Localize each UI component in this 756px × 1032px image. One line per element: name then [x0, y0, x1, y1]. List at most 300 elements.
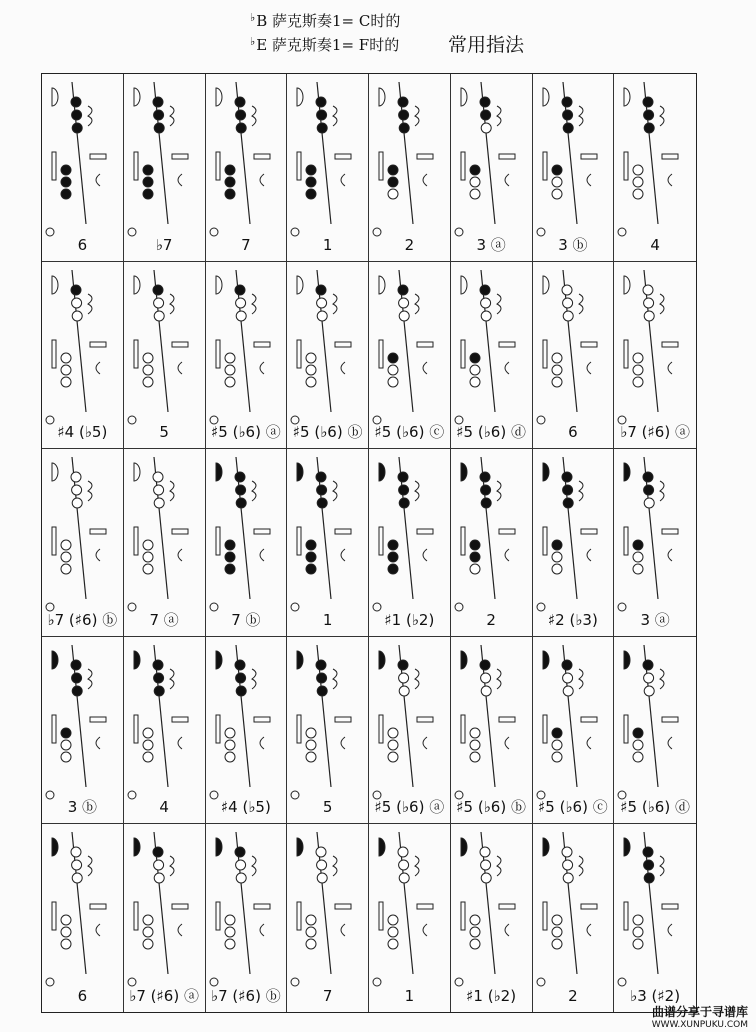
lower-key-icon: [61, 165, 71, 175]
lower-key-icon: [143, 177, 153, 187]
side-bar-key-icon: [90, 717, 106, 722]
lower-key-icon: [470, 728, 480, 738]
upper-key-icon: [563, 873, 573, 883]
lower-key-icon: [633, 927, 643, 937]
fingering-cell: [287, 449, 369, 637]
watermark-line2: WWW.XUNPUKU.COM: [651, 1020, 748, 1030]
side-bar-key-icon: [254, 342, 270, 347]
upper-key-icon: [153, 673, 163, 683]
note-label: ♯5 (♭6) ⓑ: [456, 798, 526, 817]
upper-key-icon: [398, 285, 408, 295]
side-bar-key-icon: [172, 342, 188, 347]
lower-key-icon: [633, 740, 643, 750]
fingering-cell: [451, 637, 533, 825]
side-key-icon: [252, 669, 256, 689]
palm-key-icon: [379, 902, 383, 930]
lower-key-icon: [225, 177, 235, 187]
side-bar-key-icon: [417, 154, 433, 159]
upper-key-icon: [399, 298, 409, 308]
lower-key-icon: [306, 165, 316, 175]
side-bar-key-icon: [335, 717, 351, 722]
lower-key-icon: [61, 189, 71, 199]
palm-key-icon: [216, 340, 220, 368]
octave-key-icon: [52, 463, 58, 481]
saxophone-key-diagram: [451, 637, 533, 825]
note-label: ♯5 (♭6) ⓓ: [620, 798, 690, 817]
upper-key-icon: [317, 298, 327, 308]
title-line1-text: B 萨克斯奏1= C时的: [256, 12, 401, 30]
side-bar-key-icon: [335, 154, 351, 159]
upper-key-icon: [72, 498, 82, 508]
upper-key-icon: [71, 847, 81, 857]
side-bar-key-icon: [172, 717, 188, 722]
upper-key-icon: [72, 311, 82, 321]
lower-key-icon: [306, 939, 316, 949]
upper-key-icon: [644, 860, 654, 870]
fingering-cell: [206, 74, 288, 262]
upper-key-icon: [72, 485, 82, 495]
side-key-icon: [333, 669, 337, 689]
lower-key-icon: [633, 752, 643, 762]
lower-key-icon: [143, 353, 153, 363]
lower-key-icon: [143, 540, 153, 550]
side-bar-key-icon: [581, 717, 597, 722]
low-key-icon: [178, 924, 182, 936]
note-label: 2: [568, 987, 578, 1005]
low-key-icon: [587, 924, 591, 936]
octave-key-icon: [624, 463, 630, 481]
lower-key-icon: [388, 927, 398, 937]
octave-key-icon: [379, 276, 385, 294]
fingering-cell: [124, 449, 206, 637]
palm-key-icon: [216, 902, 220, 930]
upper-key-icon: [317, 860, 327, 870]
side-key-icon: [170, 856, 174, 876]
upper-key-icon: [562, 110, 572, 120]
upper-key-icon: [236, 123, 246, 133]
fingering-cell: [451, 449, 533, 637]
fingering-cell: [533, 262, 615, 450]
side-key-icon: [497, 481, 501, 501]
lower-key-icon: [633, 165, 643, 175]
palm-key-icon: [134, 527, 138, 555]
saxophone-key-diagram: [369, 74, 451, 262]
palm-key-icon: [624, 902, 628, 930]
palm-key-icon: [52, 715, 56, 743]
octave-key-icon: [461, 651, 467, 669]
side-bar-key-icon: [581, 342, 597, 347]
lower-key-icon: [306, 927, 316, 937]
low-key-icon: [587, 174, 591, 186]
lower-key-icon: [552, 552, 562, 562]
lower-key-icon: [143, 728, 153, 738]
palm-key-icon: [52, 152, 56, 180]
palm-key-icon: [134, 340, 138, 368]
side-key-icon: [660, 669, 664, 689]
note-label: 3 ⓑ: [67, 798, 98, 817]
side-key-icon: [170, 106, 174, 126]
lower-key-icon: [633, 728, 643, 738]
upper-key-icon: [316, 285, 326, 295]
low-key-icon: [178, 174, 182, 186]
palm-key-icon: [297, 340, 301, 368]
octave-key-icon: [134, 276, 140, 294]
note-label: 1: [322, 235, 333, 254]
lower-key-icon: [225, 728, 235, 738]
side-key-icon: [660, 106, 664, 126]
side-bar-key-icon: [172, 154, 188, 159]
side-bar-key-icon: [417, 529, 433, 534]
side-bar-key-icon: [90, 529, 106, 534]
saxophone-key-diagram: [533, 449, 615, 637]
octave-key-icon: [297, 88, 303, 106]
upper-key-icon: [235, 660, 245, 670]
note-label: 6: [568, 423, 578, 442]
note-label: ♯5 (♭6) ⓐ: [374, 798, 445, 817]
upper-key-icon: [316, 847, 326, 857]
note-label: ♯5 (♭6) ⓓ: [456, 423, 526, 442]
fingering-cell: [614, 637, 696, 825]
octave-key-icon: [624, 838, 630, 856]
lower-key-icon: [552, 752, 562, 762]
upper-key-icon: [562, 847, 572, 857]
low-key-icon: [423, 549, 427, 561]
side-bar-key-icon: [254, 717, 270, 722]
octave-key-icon: [461, 463, 467, 481]
saxophone-key-diagram: [124, 74, 206, 262]
lower-key-icon: [633, 189, 643, 199]
lower-key-icon: [388, 540, 398, 550]
octave-key-icon: [52, 838, 58, 856]
note-label: ♯4 (♭5): [57, 423, 108, 442]
side-bar-key-icon: [662, 529, 678, 534]
low-key-icon: [341, 737, 345, 749]
palm-key-icon: [216, 152, 220, 180]
octave-key-icon: [379, 838, 385, 856]
note-label: ♭7 (♯6) ⓑ: [47, 610, 118, 629]
side-bar-key-icon: [254, 154, 270, 159]
lower-key-icon: [61, 927, 71, 937]
upper-key-icon: [236, 498, 246, 508]
side-bar-key-icon: [254, 529, 270, 534]
flat-sign: ♭: [250, 35, 256, 48]
fingering-cell: [533, 637, 615, 825]
lower-key-icon: [552, 377, 562, 387]
upper-key-icon: [562, 472, 572, 482]
lower-key-icon: [306, 552, 316, 562]
side-key-icon: [333, 856, 337, 876]
octave-key-icon: [216, 276, 222, 294]
upper-key-icon: [72, 123, 82, 133]
fingering-cell: [206, 637, 288, 825]
note-label: ♯4 (♭5): [220, 798, 271, 817]
note-label: ♯2 (♭3): [547, 610, 598, 629]
fingering-cell: [206, 449, 288, 637]
octave-key-icon: [52, 276, 58, 294]
lower-key-icon: [470, 740, 480, 750]
fingering-cell: [533, 74, 615, 262]
upper-key-icon: [481, 686, 491, 696]
low-key-icon: [260, 362, 264, 374]
upper-key-icon: [643, 472, 653, 482]
saxophone-key-diagram: [533, 262, 615, 450]
lower-key-icon: [225, 740, 235, 750]
lower-key-icon: [225, 939, 235, 949]
fingering-cell: [42, 449, 124, 637]
upper-key-icon: [480, 97, 490, 107]
lower-key-icon: [552, 177, 562, 187]
side-bar-key-icon: [335, 342, 351, 347]
saxophone-key-diagram: [206, 74, 288, 262]
octave-key-icon: [134, 463, 140, 481]
lower-key-icon: [552, 927, 562, 937]
upper-key-icon: [480, 660, 490, 670]
upper-key-icon: [644, 110, 654, 120]
saxophone-key-diagram: [451, 262, 533, 450]
palm-key-icon: [461, 715, 465, 743]
side-bar-key-icon: [662, 717, 678, 722]
lower-key-icon: [225, 365, 235, 375]
side-bar-key-icon: [662, 154, 678, 159]
upper-key-icon: [235, 847, 245, 857]
fingering-cell: [124, 824, 206, 1012]
upper-key-icon: [398, 660, 408, 670]
saxophone-key-diagram: [287, 824, 369, 1012]
low-key-icon: [96, 737, 100, 749]
low-key-icon: [423, 174, 427, 186]
octave-key-icon: [379, 651, 385, 669]
upper-key-icon: [235, 472, 245, 482]
note-label: 5: [322, 798, 333, 817]
fingering-cell: [369, 449, 451, 637]
palm-key-icon: [297, 715, 301, 743]
palm-key-icon: [543, 902, 547, 930]
upper-key-icon: [644, 123, 654, 133]
upper-key-icon: [154, 311, 164, 321]
upper-key-icon: [644, 686, 654, 696]
saxophone-key-diagram: [124, 824, 206, 1012]
lower-key-icon: [61, 377, 71, 387]
upper-key-icon: [644, 673, 654, 683]
side-key-icon: [252, 294, 256, 314]
upper-key-icon: [399, 498, 409, 508]
palm-key-icon: [216, 715, 220, 743]
upper-key-icon: [399, 873, 409, 883]
upper-key-icon: [154, 873, 164, 883]
lower-key-icon: [306, 915, 316, 925]
saxophone-key-diagram: [369, 637, 451, 825]
octave-key-icon: [624, 276, 630, 294]
upper-key-icon: [153, 860, 163, 870]
note-label: 3 ⓐ: [476, 235, 506, 254]
fingering-cell: [287, 824, 369, 1012]
fingering-cell: [124, 637, 206, 825]
lower-key-icon: [470, 552, 480, 562]
lower-key-icon: [61, 728, 71, 738]
low-key-icon: [341, 362, 345, 374]
palm-key-icon: [379, 715, 383, 743]
lower-key-icon: [633, 377, 643, 387]
fingering-cell: [451, 74, 533, 262]
lower-key-icon: [143, 939, 153, 949]
upper-key-icon: [71, 285, 81, 295]
side-bar-key-icon: [90, 154, 106, 159]
lower-key-icon: [388, 165, 398, 175]
upper-key-icon: [480, 298, 490, 308]
lower-key-icon: [470, 915, 480, 925]
fingering-cell: [42, 74, 124, 262]
palm-key-icon: [379, 527, 383, 555]
upper-key-icon: [154, 686, 164, 696]
upper-key-icon: [562, 298, 572, 308]
upper-key-icon: [563, 311, 573, 321]
lower-key-icon: [61, 915, 71, 925]
palm-key-icon: [624, 340, 628, 368]
side-key-icon: [497, 669, 501, 689]
lower-key-icon: [470, 752, 480, 762]
side-key-icon: [170, 294, 174, 314]
upper-key-icon: [480, 110, 490, 120]
side-bar-key-icon: [499, 904, 515, 909]
lower-key-icon: [470, 377, 480, 387]
lower-key-icon: [306, 365, 316, 375]
saxophone-key-diagram: [206, 637, 288, 825]
low-key-icon: [341, 924, 345, 936]
side-key-icon: [88, 856, 92, 876]
fingering-cell: [533, 824, 615, 1012]
fingering-cell: [451, 262, 533, 450]
side-bar-key-icon: [499, 342, 515, 347]
fingering-cell: [124, 74, 206, 262]
lower-key-icon: [61, 564, 71, 574]
upper-key-icon: [563, 498, 573, 508]
low-key-icon: [505, 362, 509, 374]
lower-key-icon: [143, 365, 153, 375]
palm-key-icon: [543, 715, 547, 743]
fingering-chart-grid: [41, 73, 697, 1013]
upper-key-icon: [317, 673, 327, 683]
low-key-icon: [178, 362, 182, 374]
low-key-icon: [341, 549, 345, 561]
lower-key-icon: [225, 540, 235, 550]
lower-key-icon: [552, 564, 562, 574]
low-key-icon: [668, 549, 672, 561]
fingering-cell: [614, 824, 696, 1012]
title-common-fingering: 常用指法: [448, 34, 525, 56]
lower-key-icon: [388, 552, 398, 562]
upper-key-icon: [235, 298, 245, 308]
palm-key-icon: [52, 902, 56, 930]
saxophone-key-diagram: [451, 824, 533, 1012]
fingering-cell: [206, 262, 288, 450]
palm-key-icon: [134, 715, 138, 743]
lower-key-icon: [470, 177, 480, 187]
title-line-eflat: [250, 34, 399, 55]
fingering-cell: [206, 824, 288, 1012]
side-key-icon: [579, 669, 583, 689]
upper-key-icon: [481, 873, 491, 883]
lower-key-icon: [225, 353, 235, 363]
fingering-cell: [369, 74, 451, 262]
side-key-icon: [415, 294, 419, 314]
upper-key-icon: [317, 123, 327, 133]
side-bar-key-icon: [172, 529, 188, 534]
upper-key-icon: [644, 873, 654, 883]
watermark: [588, 1003, 748, 1030]
upper-key-icon: [480, 472, 490, 482]
low-key-icon: [423, 737, 427, 749]
lower-key-icon: [225, 377, 235, 387]
low-key-icon: [96, 362, 100, 374]
octave-key-icon: [461, 276, 467, 294]
lower-key-icon: [306, 564, 316, 574]
octave-key-icon: [461, 88, 467, 106]
lower-key-icon: [552, 740, 562, 750]
note-label: 7 ⓐ: [149, 610, 179, 629]
low-key-icon: [587, 737, 591, 749]
upper-key-icon: [72, 298, 82, 308]
upper-key-icon: [562, 485, 572, 495]
octave-key-icon: [216, 88, 222, 106]
octave-key-icon: [297, 651, 303, 669]
page-title: [250, 8, 570, 60]
octave-key-icon: [297, 463, 303, 481]
upper-key-icon: [317, 873, 327, 883]
lower-key-icon: [143, 927, 153, 937]
side-key-icon: [497, 856, 501, 876]
upper-key-icon: [562, 860, 572, 870]
side-key-icon: [579, 106, 583, 126]
saxophone-key-diagram: [124, 449, 206, 637]
lower-key-icon: [470, 939, 480, 949]
upper-key-icon: [72, 110, 82, 120]
upper-key-icon: [236, 873, 246, 883]
upper-key-icon: [316, 472, 326, 482]
note-label: ♭7 (♯6) ⓐ: [129, 987, 199, 1005]
lower-key-icon: [552, 728, 562, 738]
upper-key-icon: [480, 285, 490, 295]
low-key-icon: [505, 174, 509, 186]
fingering-cell: [42, 262, 124, 450]
side-key-icon: [497, 106, 501, 126]
upper-key-icon: [562, 673, 572, 683]
low-key-icon: [178, 549, 182, 561]
upper-key-icon: [480, 485, 490, 495]
lower-key-icon: [552, 540, 562, 550]
palm-key-icon: [624, 527, 628, 555]
lower-key-icon: [470, 365, 480, 375]
palm-key-icon: [461, 152, 465, 180]
upper-key-icon: [644, 311, 654, 321]
lower-key-icon: [552, 915, 562, 925]
note-label: 5: [159, 423, 169, 442]
lower-key-icon: [388, 740, 398, 750]
lower-key-icon: [388, 353, 398, 363]
lower-key-icon: [143, 377, 153, 387]
side-key-icon: [170, 669, 174, 689]
upper-key-icon: [562, 285, 572, 295]
lower-key-icon: [306, 377, 316, 387]
note-label: 4: [159, 798, 169, 817]
upper-key-icon: [235, 673, 245, 683]
lower-key-icon: [470, 564, 480, 574]
octave-key-icon: [52, 651, 58, 669]
side-key-icon: [415, 106, 419, 126]
lower-key-icon: [61, 365, 71, 375]
saxophone-key-diagram: [206, 449, 288, 637]
note-label: 1: [404, 987, 415, 1005]
octave-key-icon: [52, 88, 58, 106]
